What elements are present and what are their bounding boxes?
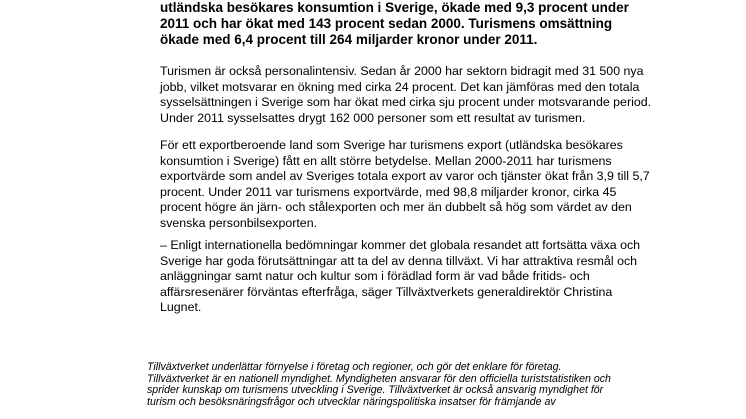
paragraph-line: Sverige har goda förutsättningar att ta del av denna tillväxt. Vi har attraktiva resmål och [160,253,638,268]
footer-line: sprider kunskap om turismens utveckling i Sverige. Tillväxtverket är också ansvarig myndighet för [147,384,604,397]
body-paragraph-employment [160,64,720,126]
paragraph-line: Under 2011 sysselsattes drygt 162 000 personer som ett resultat av turismen. [160,110,586,125]
paragraph-line: Turismen är också personalintensiv. Sedan år 2000 har sektorn bidragit med 31 500 nya [160,64,644,78]
paragraph-line: exportvärde som andel av Sveriges totala export av varor och tjänster ökat från 3,9 till 5,7 [160,169,650,184]
paragraph-line: För ett exportberoende land som Sverige har turismens export (utländska besökares [160,138,623,152]
lead-line: 2011 och har ökat med 143 procent sedan 2000. Turismens omsättning [160,16,613,31]
body-paragraph-export [160,138,720,232]
lead-paragraph [160,0,720,48]
paragraph-line: anläggningar samt natur och kultur som i förädlad form är vad både fritids- och [160,269,590,284]
footer-line: Tillväxtverket underlättar förnyelse i företag och regioner, och gör det enklare för företag. [147,361,562,373]
paragraph-line: procent. Under 2011 var turismens exportvärde, med 98,8 miljarder kronor, cirka 45 [160,184,617,199]
paragraph-line: jobb, vilket motsvarar en ökning med cirka 24 procent. Det kan jämföras med den totala [160,79,640,94]
paragraph-line: svenska personbilsexporten. [160,215,318,230]
paragraph-line: procent högre än järn- och stålexporten och mer än dubbelt så hög som värdet av den [160,200,632,215]
footer-about-text [147,362,727,408]
paragraph-line: konsumtion i Sverige) fått en allt större betydelse. Mellan 2000-2011 har turismens [160,153,612,168]
lead-line: utländska besökares konsumtion i Sverige, ökade med 9,3 procent under [160,0,629,15]
paragraph-line: sysselsättningen i Sverige som har ökat med cirka sju procent under motsvarande period. [160,95,652,110]
paragraph-line: affärsresenärer förväntas efterfråga, säger Tillväxtverkets generaldirektör Christina [160,284,613,299]
paragraph-line: – Enligt internationella bedömningar kommer det globala resandet att fortsätta växa och [160,238,641,252]
footer-line: Tillväxtverket är en nationell myndighet. Myndigheten ansvarar för den officiella turiststatistiken och [147,372,611,385]
footer-line: turism och besöksnäringsfrågor och utvecklar näringspolitiska insatser för främjande av [147,395,556,408]
body-paragraph-quote [160,238,720,316]
paragraph-line: Lugnet. [160,300,202,315]
lead-line: ökade med 6,4 procent till 264 miljarder kronor under 2011. [160,32,538,47]
